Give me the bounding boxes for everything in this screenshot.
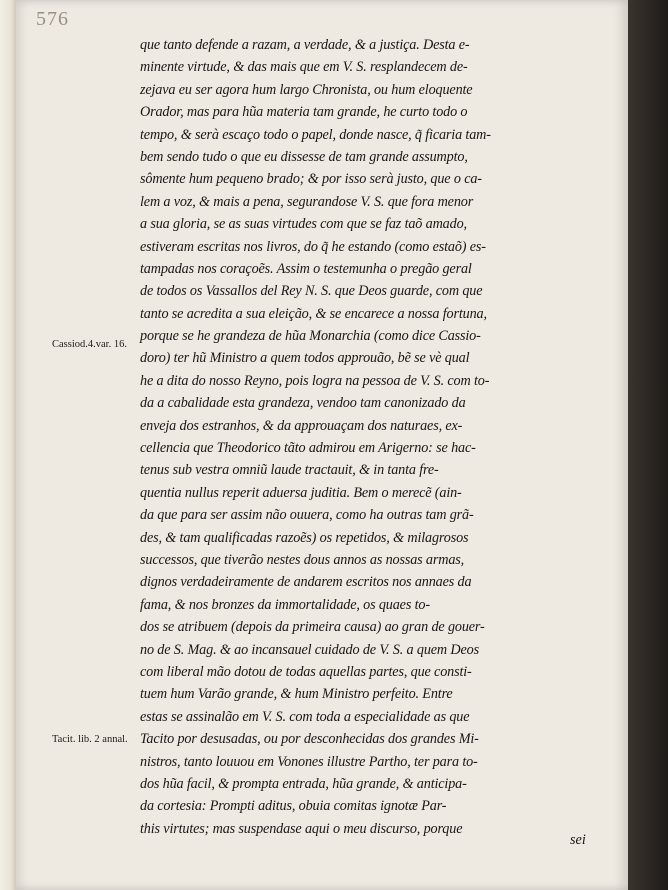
text-line: dos hũa facil, & prompta entrada, hũa grande, & anticipa- — [140, 775, 467, 792]
text-line: this virtutes; mas suspendase aqui o meu discurso, porque — [140, 820, 463, 837]
text-line: minente virtude, & das mais que em V. S. resplandecem de- — [140, 59, 468, 76]
next-page-edge — [628, 0, 668, 890]
catchword: sei — [570, 832, 586, 848]
text-line: que tanto defende a razam, a verdade, & a justiça. Desta e- — [140, 37, 470, 53]
text-line: fama, & nos bronzes da immortalidade, os quaes to- — [140, 596, 430, 613]
text-line: successos, que tiverão nestes dous annos as nossas armas, — [140, 551, 465, 568]
body-text — [140, 34, 596, 840]
text-line: estas se assinalão em V. S. com toda a especialidade as que — [140, 708, 470, 725]
text-line: Orador, mas para hũa materia tam grande, he curto todo o — [140, 104, 468, 121]
text-line: zejava eu ser agora hum largo Chronista, ou hum eloquente — [140, 81, 473, 98]
text-line: estiveram escritas nos livros, do q̃ he estando (como estaõ) es- — [140, 238, 486, 255]
text-line: doro) ter hũ Ministro a quem todos approuão, bẽ se vè qual — [140, 350, 470, 367]
text-line: Tacito por desusadas, ou por desconhecidas dos grandes Mi- — [140, 731, 479, 748]
text-line: enveja dos estranhos, & da approuaçam dos naturaes, ex- — [140, 417, 463, 434]
text-line: he a dita do nosso Reyno, pois logra na pessoa de V. S. com to- — [140, 372, 490, 389]
text-line: nistros, tanto louuou em Vonones illustre Partho, ter para to- — [140, 753, 478, 770]
text-line: dignos verdadeiramente de andarem escritos nos annaes da — [140, 574, 472, 591]
previous-page-edge — [0, 0, 16, 890]
text-line: no de S. Mag. & ao incansauel cuidado de V. S. a quem Deos — [140, 641, 479, 658]
text-line: da cortesia: Prompti aditus, obuia comitas ignotæ Par- — [140, 798, 447, 815]
text-line: com liberal mão dotou de todas aquellas partes, que consti- — [140, 663, 472, 680]
text-line: tempo, & serà escaço todo o papel, donde nasce, q̃ ficaria tam- — [140, 126, 491, 143]
text-line: a sua gloria, se as suas virtudes com que se faz taõ amado, — [140, 216, 467, 233]
text-line: quentia nullus reperit aduersa juditia. Bem o merecẽ (ain- — [140, 484, 462, 501]
text-line: tuem hum Varão grande, & hum Ministro perfeito. Entre — [140, 686, 453, 703]
text-line: cellencia que Theodorico tãto admirou em Arigerno: se hac- — [140, 440, 476, 457]
text-line: sômente hum pequeno brado; & por isso serà justo, que o ca- — [140, 171, 482, 188]
text-line: tampadas nos coraçoẽs. Assim o testemunha o pregão geral — [140, 260, 472, 277]
text-line: de todos os Vassallos del Rey N. S. que Deos guarde, com que — [140, 283, 483, 300]
text-line: da a cabalidade esta grandeza, vendoo tam canonizado da — [140, 395, 466, 412]
text-line: tenus sub vestra omniũ laude tractauit, & in tanta fre- — [140, 462, 439, 479]
text-line: bem sendo tudo o que eu dissesse de tam grande assumpto, — [140, 148, 468, 165]
text-line: des, & tam qualificadas razoẽs) os repetidos, & milagrosos — [140, 529, 469, 546]
text-line: porque se he grandeza de hũa Monarchia (como dice Cassio- — [140, 328, 481, 345]
page-number-mark: 576 — [36, 8, 69, 30]
text-line: dos se atribuem (depois da primeira causa) ao gran de gouer- — [140, 619, 485, 636]
margin-note-cassiodorus: Cassiod.4.var. 16. — [52, 339, 127, 350]
text-line: lem a voz, & mais a pena, segurandose V. S. que fora menor — [140, 193, 474, 210]
text-line: da que para ser assim não ouuera, como ha outras tam grã- — [140, 507, 474, 524]
text-line: tanto se acredita a sua eleição, & se encarece a nossa fortuna, — [140, 305, 487, 322]
margin-note-tacitus: Tacit. lib. 2 annal. — [52, 734, 128, 745]
